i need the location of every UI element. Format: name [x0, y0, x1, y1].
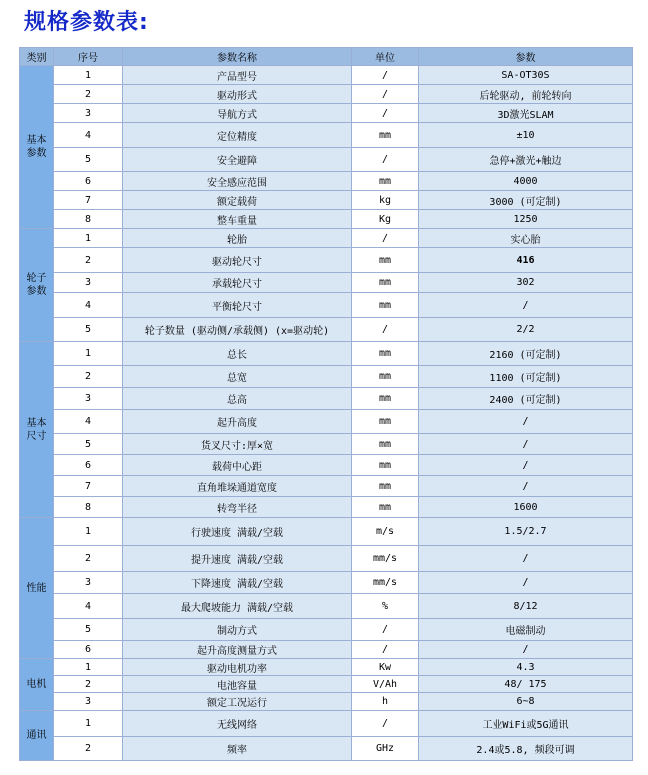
name-cell: 频率 [123, 737, 352, 761]
name-cell: 行驶速度 满载/空载 [123, 518, 352, 546]
value-cell: 电磁制动 [419, 619, 633, 641]
value-cell: 8/12 [419, 594, 633, 619]
name-cell: 转弯半径 [123, 497, 352, 518]
value-cell: 急停+激光+触边 [419, 148, 633, 172]
unit-cell: / [352, 641, 419, 659]
table-row [20, 273, 633, 293]
name-cell: 总长 [123, 342, 352, 366]
index-cell: 3 [54, 572, 123, 594]
table-row [20, 619, 633, 641]
unit-cell: / [352, 148, 419, 172]
header-category: 类别 [20, 48, 54, 66]
category-cell: 轮子 参数 [20, 229, 54, 342]
index-cell: 1 [54, 659, 123, 676]
index-cell: 2 [54, 248, 123, 273]
name-cell: 起升高度 [123, 410, 352, 434]
value-cell: / [419, 572, 633, 594]
table-row [20, 293, 633, 318]
value-cell: 2160 (可定制) [419, 342, 633, 366]
table-row [20, 497, 633, 518]
table-row [20, 210, 633, 229]
name-cell: 提升速度 满载/空载 [123, 546, 352, 572]
value-cell: SA-OT30S [419, 66, 633, 85]
table-row [20, 476, 633, 497]
name-cell: 最大爬坡能力 满载/空载 [123, 594, 352, 619]
unit-cell: mm [352, 455, 419, 476]
header-name: 参数名称 [123, 48, 352, 66]
unit-cell: Kg [352, 210, 419, 229]
index-cell: 1 [54, 711, 123, 737]
index-cell: 2 [54, 366, 123, 388]
unit-cell: mm [352, 410, 419, 434]
unit-cell: GHz [352, 737, 419, 761]
unit-cell: mm [352, 476, 419, 497]
index-cell: 1 [54, 229, 123, 248]
index-cell: 5 [54, 148, 123, 172]
unit-cell: mm [352, 434, 419, 455]
value-cell: / [419, 434, 633, 455]
name-cell: 无线网络 [123, 711, 352, 737]
table-row [20, 594, 633, 619]
value-cell: / [419, 546, 633, 572]
header-index: 序号 [54, 48, 123, 66]
table-row [20, 659, 633, 676]
value-cell: 3000 (可定制) [419, 191, 633, 210]
index-cell: 5 [54, 318, 123, 342]
index-cell: 1 [54, 518, 123, 546]
table-row [20, 388, 633, 410]
value-cell: 302 [419, 273, 633, 293]
table-row [20, 641, 633, 659]
unit-cell: mm [352, 273, 419, 293]
value-cell: 1600 [419, 497, 633, 518]
name-cell: 下降速度 满载/空载 [123, 572, 352, 594]
index-cell: 6 [54, 172, 123, 191]
index-cell: 2 [54, 676, 123, 693]
value-cell: ±10 [419, 123, 633, 148]
name-cell: 导航方式 [123, 104, 352, 123]
name-cell: 电池容量 [123, 676, 352, 693]
table-row [20, 518, 633, 546]
unit-cell: mm [352, 388, 419, 410]
name-cell: 载荷中心距 [123, 455, 352, 476]
index-cell: 2 [54, 85, 123, 104]
table-row [20, 148, 633, 172]
name-cell: 总宽 [123, 366, 352, 388]
table-row [20, 248, 633, 273]
category-cell: 基本 尺寸 [20, 342, 54, 518]
table-header-row [20, 48, 633, 66]
unit-cell: / [352, 85, 419, 104]
table-row [20, 737, 633, 761]
table-row [20, 85, 633, 104]
table-row [20, 711, 633, 737]
index-cell: 6 [54, 455, 123, 476]
value-cell: 3D激光SLAM [419, 104, 633, 123]
index-cell: 3 [54, 104, 123, 123]
index-cell: 6 [54, 641, 123, 659]
page-title: 规格参数表: [24, 10, 149, 35]
value-cell: / [419, 410, 633, 434]
name-cell: 驱动形式 [123, 85, 352, 104]
name-cell: 额定载荷 [123, 191, 352, 210]
name-cell: 驱动电机功率 [123, 659, 352, 676]
index-cell: 8 [54, 210, 123, 229]
value-cell: 4000 [419, 172, 633, 191]
name-cell: 产品型号 [123, 66, 352, 85]
unit-cell: V/Ah [352, 676, 419, 693]
value-cell: / [419, 641, 633, 659]
unit-cell: m/s [352, 518, 419, 546]
value-cell: 2400 (可定制) [419, 388, 633, 410]
unit-cell: mm [352, 366, 419, 388]
table-row [20, 123, 633, 148]
value-cell: 后轮驱动, 前轮转向 [419, 85, 633, 104]
value-cell: 工业WiFi或5G通讯 [419, 711, 633, 737]
unit-cell: kg [352, 191, 419, 210]
index-cell: 2 [54, 737, 123, 761]
index-cell: 4 [54, 594, 123, 619]
value-cell: / [419, 476, 633, 497]
header-unit: 单位 [352, 48, 419, 66]
name-cell: 制动方式 [123, 619, 352, 641]
value-cell: 2/2 [419, 318, 633, 342]
value-cell: 1.5/2.7 [419, 518, 633, 546]
index-cell: 7 [54, 476, 123, 497]
index-cell: 8 [54, 497, 123, 518]
index-cell: 4 [54, 123, 123, 148]
table-row [20, 66, 633, 85]
spec-table [19, 47, 633, 761]
unit-cell: / [352, 318, 419, 342]
unit-cell: / [352, 711, 419, 737]
table-row [20, 676, 633, 693]
unit-cell: / [352, 619, 419, 641]
name-cell: 定位精度 [123, 123, 352, 148]
name-cell: 轮胎 [123, 229, 352, 248]
index-cell: 4 [54, 293, 123, 318]
table-row [20, 104, 633, 123]
table-row [20, 455, 633, 476]
table-row [20, 410, 633, 434]
unit-cell: mm [352, 342, 419, 366]
category-cell: 基本 参数 [20, 66, 54, 229]
name-cell: 货叉尺寸:厚×宽 [123, 434, 352, 455]
category-cell: 通讯 [20, 711, 54, 761]
unit-cell: mm [352, 172, 419, 191]
table-row [20, 172, 633, 191]
table-row [20, 342, 633, 366]
value-cell: / [419, 293, 633, 318]
unit-cell: mm/s [352, 572, 419, 594]
unit-cell: / [352, 66, 419, 85]
name-cell: 轮子数量 (驱动侧/承载侧) (x=驱动轮) [123, 318, 352, 342]
table-row [20, 572, 633, 594]
unit-cell: mm [352, 293, 419, 318]
name-cell: 直角堆垛通道宽度 [123, 476, 352, 497]
name-cell: 额定工况运行 [123, 693, 352, 711]
name-cell: 总高 [123, 388, 352, 410]
index-cell: 1 [54, 342, 123, 366]
table-row [20, 546, 633, 572]
value-cell: 实心胎 [419, 229, 633, 248]
unit-cell: mm [352, 248, 419, 273]
category-cell: 性能 [20, 518, 54, 659]
name-cell: 承载轮尺寸 [123, 273, 352, 293]
value-cell: / [419, 455, 633, 476]
unit-cell: mm [352, 497, 419, 518]
name-cell: 驱动轮尺寸 [123, 248, 352, 273]
name-cell: 安全避障 [123, 148, 352, 172]
index-cell: 3 [54, 388, 123, 410]
index-cell: 5 [54, 619, 123, 641]
index-cell: 5 [54, 434, 123, 455]
header-value: 参数 [419, 48, 633, 66]
name-cell: 起升高度测量方式 [123, 641, 352, 659]
value-cell: 416 [419, 248, 633, 273]
index-cell: 3 [54, 273, 123, 293]
unit-cell: Kw [352, 659, 419, 676]
value-cell: 48/ 175 [419, 676, 633, 693]
name-cell: 平衡轮尺寸 [123, 293, 352, 318]
value-cell: 1100 (可定制) [419, 366, 633, 388]
name-cell: 整车重量 [123, 210, 352, 229]
table-row [20, 229, 633, 248]
value-cell: 1250 [419, 210, 633, 229]
table-row [20, 366, 633, 388]
unit-cell: / [352, 229, 419, 248]
name-cell: 安全感应范围 [123, 172, 352, 191]
unit-cell: h [352, 693, 419, 711]
unit-cell: mm/s [352, 546, 419, 572]
index-cell: 7 [54, 191, 123, 210]
index-cell: 4 [54, 410, 123, 434]
unit-cell: % [352, 594, 419, 619]
index-cell: 1 [54, 66, 123, 85]
table-row [20, 434, 633, 455]
value-cell: 2.4或5.8, 频段可调 [419, 737, 633, 761]
table-row [20, 191, 633, 210]
value-cell: 6~8 [419, 693, 633, 711]
category-cell: 电机 [20, 659, 54, 711]
unit-cell: mm [352, 123, 419, 148]
unit-cell: / [352, 104, 419, 123]
table-row [20, 693, 633, 711]
index-cell: 2 [54, 546, 123, 572]
value-cell: 4.3 [419, 659, 633, 676]
table-row [20, 318, 633, 342]
index-cell: 3 [54, 693, 123, 711]
